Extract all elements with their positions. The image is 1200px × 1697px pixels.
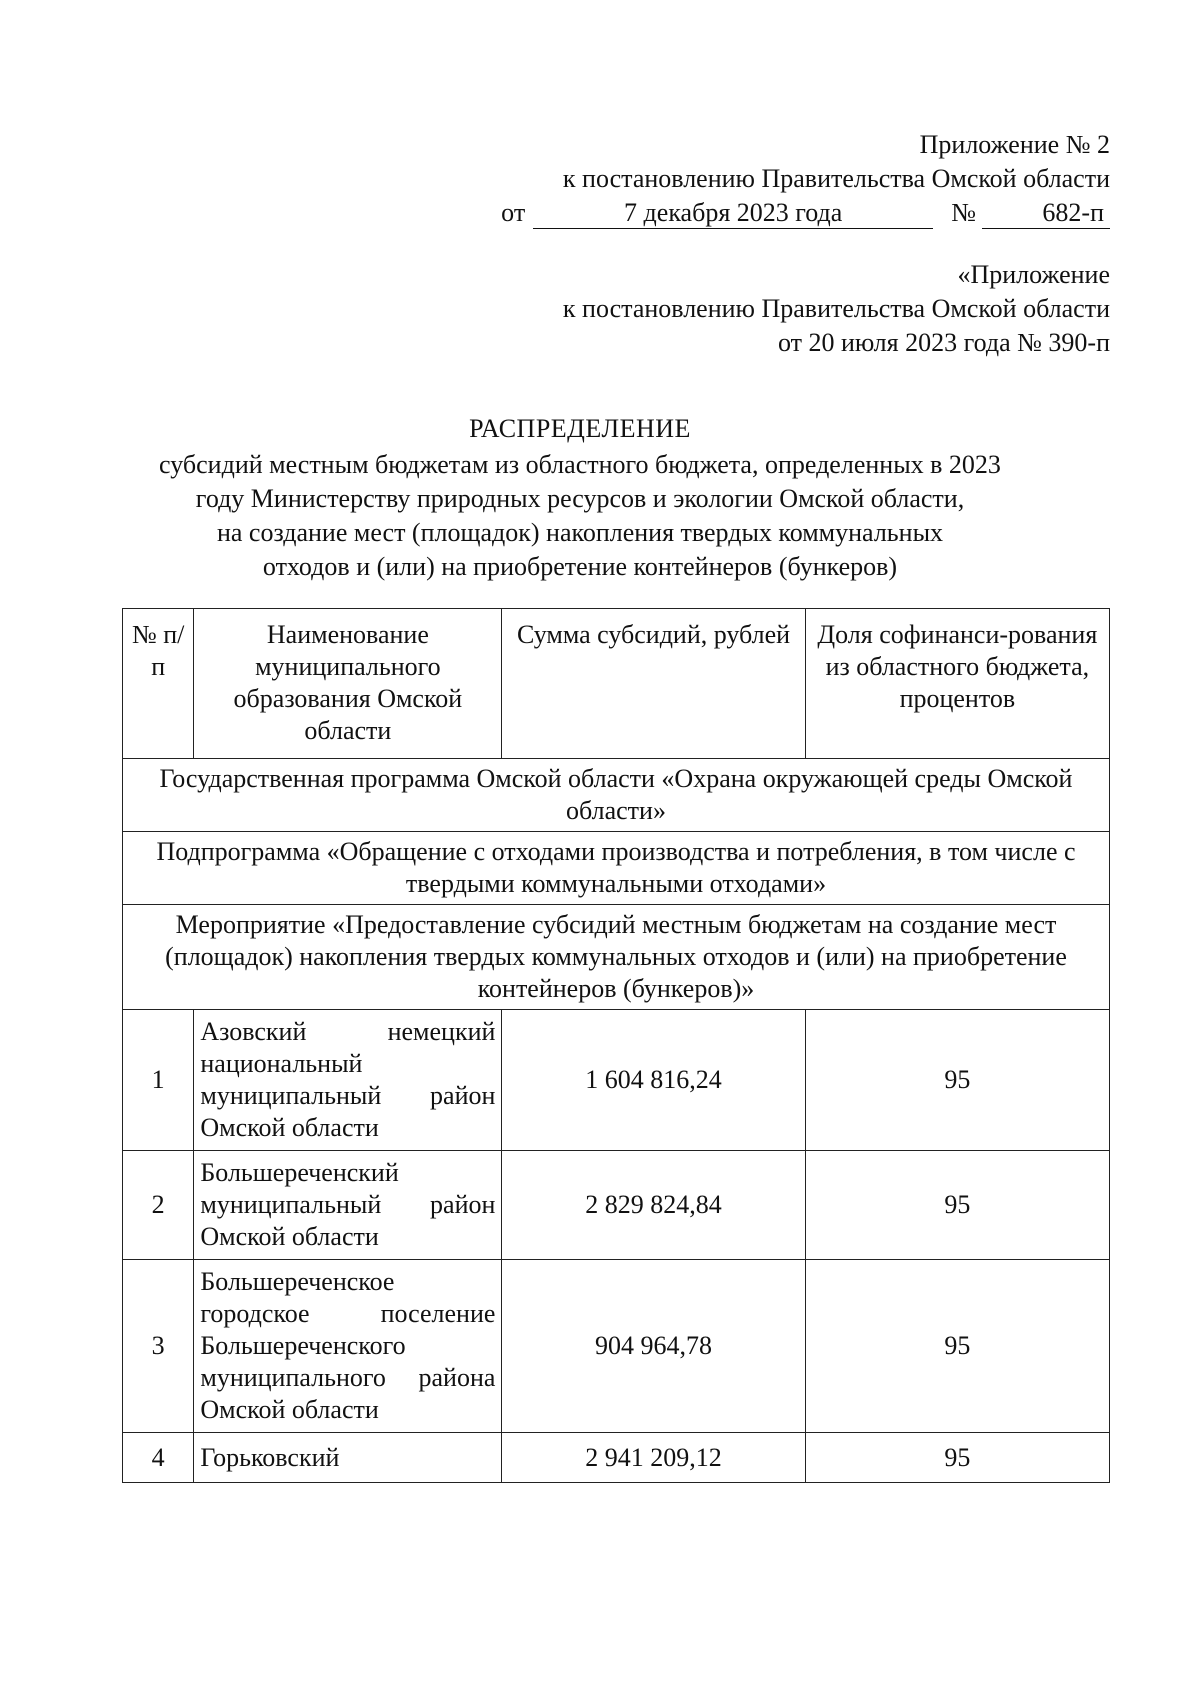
title-heading: РАСПРЕДЕЛЕНИЕ: [469, 414, 691, 443]
row-subsidy-sum: 2 941 209,12: [502, 1433, 805, 1483]
measure-row: [123, 905, 1110, 1010]
header-municipality: Наименование муниципального образования Омской области: [194, 609, 502, 759]
row-num: 3: [123, 1260, 194, 1433]
measure-title: Мероприятие «Предоставление субсидий местным бюджетам на создание мест (площадок) накопления твердых коммунальных отходов и (или) на приобретение контейнеров (бункеров)»: [123, 905, 1110, 1010]
subsidy-distribution-table: [122, 608, 1110, 1483]
table-row: [123, 1433, 1110, 1483]
previous-appendix-date: от 20 июля 2023 года № 390-п: [777, 328, 1110, 357]
title-line-3: на создание мест (площадок) накопления твердых коммунальных: [216, 518, 944, 547]
previous-appendix-title: «Приложение: [957, 260, 1110, 289]
document-title: [120, 412, 1040, 584]
title-line-1: субсидий местным бюджетам из областного бюджета, определенных в 2023: [159, 450, 1001, 479]
resolution-number: 682-п: [982, 198, 1110, 229]
appendix-reference: к постановлению Правительства Омской области: [562, 164, 1110, 193]
table-row: [123, 1151, 1110, 1260]
header-num: № п/п: [123, 609, 194, 759]
row-subsidy-sum: 904 964,78: [502, 1260, 805, 1433]
table-row: [123, 1010, 1110, 1151]
previous-appendix-header: [470, 258, 1110, 360]
title-line-2: году Министерству природных ресурсов и экологии Омской области,: [195, 484, 965, 513]
row-num: 1: [123, 1010, 194, 1151]
header-cofinancing-share: Доля софинанси-рования из областного бюджета, процентов: [805, 609, 1109, 759]
row-num: 4: [123, 1433, 194, 1483]
row-subsidy-sum: 1 604 816,24: [502, 1010, 805, 1151]
resolution-date: 7 декабря 2023 года: [533, 198, 933, 229]
row-cofinancing-share: 95: [805, 1433, 1109, 1483]
appendix-date-number-line: [470, 196, 1110, 230]
row-cofinancing-share: 95: [805, 1010, 1109, 1151]
table-header-row: [123, 609, 1110, 759]
previous-appendix-reference: к постановлению Правительства Омской области: [562, 294, 1110, 323]
program-title: Государственная программа Омской области «Охрана окружающей среды Омской области»: [123, 759, 1110, 832]
subprogram-title: Подпрограмма «Обращение с отходами производства и потребления, в том числе с твердыми коммунальными отходами»: [123, 832, 1110, 905]
appendix-header: [470, 128, 1110, 230]
row-municipality: Горьковский: [194, 1433, 502, 1483]
table-row: [123, 1260, 1110, 1433]
row-municipality: Большереченский муниципальный район Омской области: [194, 1151, 502, 1260]
row-cofinancing-share: 95: [805, 1151, 1109, 1260]
header-subsidy-sum: Сумма субсидий, рублей: [502, 609, 805, 759]
title-line-4: отходов и (или) на приобретение контейнеров (бункеров): [262, 552, 898, 581]
row-cofinancing-share: 95: [805, 1260, 1109, 1433]
row-num: 2: [123, 1151, 194, 1260]
row-municipality: Азовский немецкий национальный муниципальный район Омской области: [194, 1010, 502, 1151]
date-prefix: от: [501, 198, 526, 227]
row-municipality: Большереченское городское поселение Большереченского муниципального района Омской области: [194, 1260, 502, 1433]
number-label: №: [951, 198, 976, 227]
program-row: [123, 759, 1110, 832]
appendix-title: Приложение № 2: [919, 130, 1110, 159]
subprogram-row: [123, 832, 1110, 905]
row-subsidy-sum: 2 829 824,84: [502, 1151, 805, 1260]
